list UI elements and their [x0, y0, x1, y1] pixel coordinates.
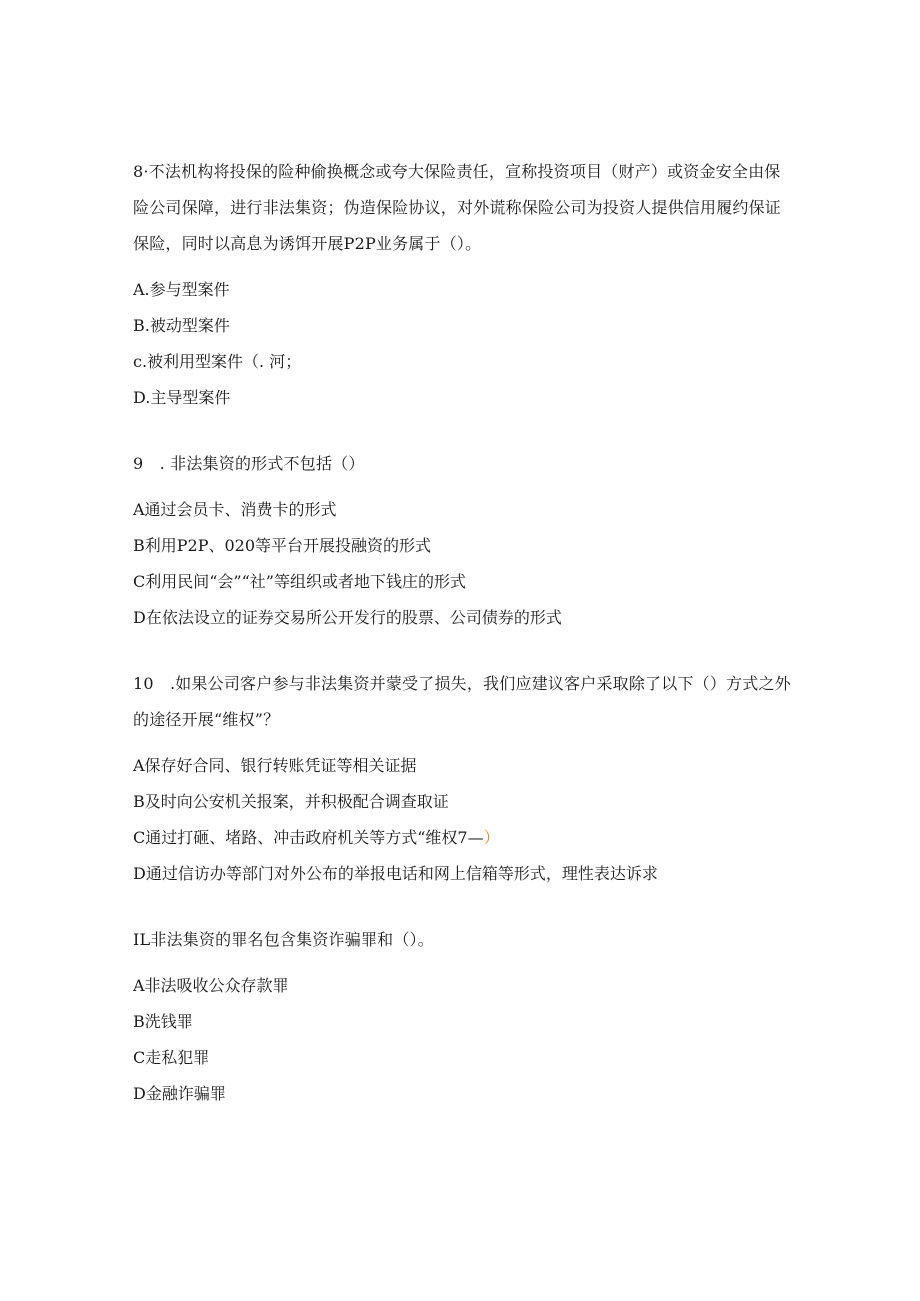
- option-a: A.参与型案件: [133, 280, 230, 299]
- option-a: A保存好合同、银行转账凭证等相关证据: [133, 756, 417, 775]
- option-a: A通过会员卡、消费卡的形式: [133, 500, 337, 519]
- option-c-text: C通过打砸、堵路、冲击政府机关等方式“维权7—: [133, 828, 484, 847]
- option-c: c.被利用型案件（. 河；: [133, 352, 302, 371]
- question-stem: 10 .如果公司客户参与非法集资并蒙受了损失，我们应建议客户采取除了以下（）方式之外的途径开展“维权”？: [133, 674, 791, 729]
- question-stem: 9 . 非法集资的形式不包括（）: [133, 454, 365, 473]
- option-b: B洗钱罪: [133, 1012, 193, 1031]
- option-d: D在依法设立的证券交易所公开发行的股票、公司债券的形式: [133, 608, 562, 627]
- option-c: C走私犯罪: [133, 1048, 210, 1067]
- option-c-paren: ）: [483, 828, 500, 847]
- option-list: [133, 968, 793, 1112]
- option-list: [133, 748, 793, 892]
- option-a: A非法吸收公众存款罪: [133, 976, 289, 995]
- question-11: [133, 922, 793, 1112]
- question-stem: IL非法集资的罪名包含集资诈骗罪和（）。: [133, 930, 434, 949]
- option-d: D.主导型案件: [133, 388, 231, 407]
- question-9: [133, 446, 793, 636]
- option-c: C利用民间“会”“社”等组织或者地下钱庄的形式: [133, 572, 466, 591]
- option-list: [133, 492, 793, 636]
- option-c: [133, 820, 793, 856]
- question-10: [133, 666, 793, 892]
- option-d: D金融诈骗罪: [133, 1084, 226, 1103]
- option-list: [133, 272, 793, 416]
- option-b: B利用P2P、020等平台开展投融资的形式: [133, 536, 432, 555]
- question-8: [133, 154, 793, 416]
- option-b: B.被动型案件: [133, 316, 230, 335]
- option-d: D通过信访办等部门对外公布的举报电话和网上信箱等形式，理性表达诉求: [133, 864, 658, 883]
- option-b: B及时向公安机关报案，并积极配合调查取证: [133, 792, 449, 811]
- question-stem: 8·不法机构将投保的险种偷换概念或夸大保险责任，宣称投资项目（财产）或资金安全由保险公司保障，进行非法集资；伪造保险协议，对外谎称保险公司为投资人提供信用履约保证保险，同时以高息为诱饵开展P2P业务属于（）。: [133, 162, 782, 253]
